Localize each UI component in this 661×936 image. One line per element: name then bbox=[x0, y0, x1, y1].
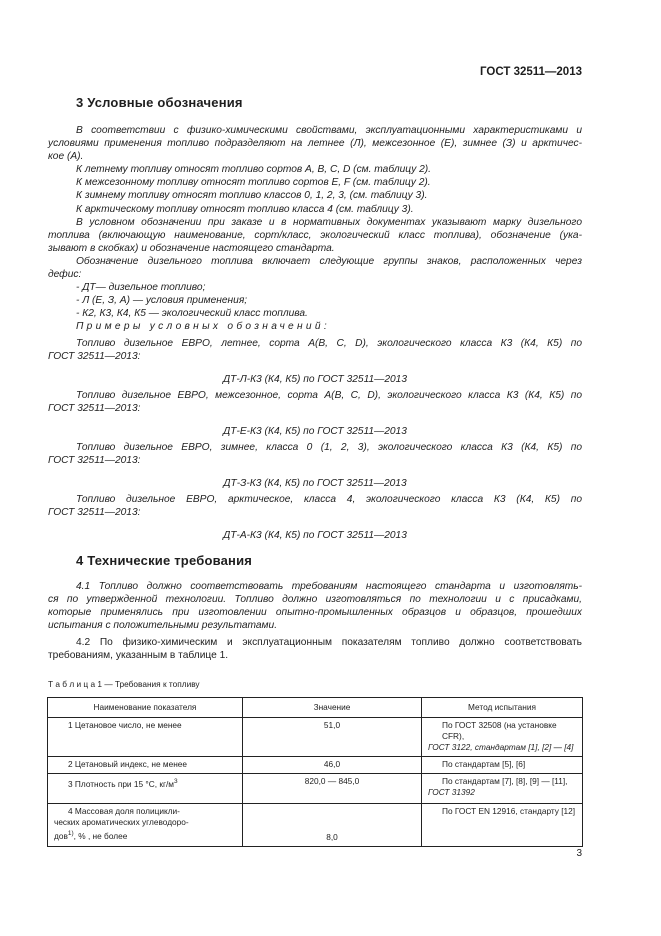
page-number: 3 bbox=[576, 848, 582, 859]
example-4 bbox=[48, 493, 582, 542]
groups-intro-1: Обозначение дизельного топлива включает следующие группы знаков, расположенных через bbox=[76, 255, 582, 267]
row-3-value: 820,0 — 845,0 bbox=[243, 773, 422, 803]
column-header-method: Метод испытания bbox=[422, 698, 583, 718]
row-3-name-text: 3 Плотность при 15 °С, кг/м bbox=[68, 778, 174, 789]
example-2-code: ДТ-Е-К3 (К4, К5) по ГОСТ 32511—2013 bbox=[223, 426, 407, 438]
example-2-text: Топливо дизельное ЕВРО, межсезонное, сорта А(В, С, D), экологического класса К3 (К4, К5) по bbox=[76, 390, 582, 401]
example-1 bbox=[48, 337, 582, 386]
row-1-method-line-2-text: ГОСТ 3122, стандартам [1], [2] — [4] bbox=[428, 742, 574, 753]
clause-4-1-line-4: испытания с положительными результатами. bbox=[48, 620, 278, 632]
class-winter: К зимнему топливу относят топливо классов 0, 1, 2, 3, (см. таблицу 3). bbox=[76, 190, 428, 202]
order-line-1: В условном обозначении при заказе и в нормативных документах указывают марку дизельного bbox=[76, 216, 582, 228]
row-2-value: 46,0 bbox=[243, 756, 422, 773]
intro-line-2: условиями применения топливо подразделяют на летнее (Л), межсезонное (Е), зимнее (З) и арктичес- bbox=[48, 138, 582, 150]
clause-4-1-line-1: 4.1 Топливо должно соответствовать требованиям настоящего стандарта и изготовлять- bbox=[76, 581, 582, 592]
row-1-method-line-1: По ГОСТ 32508 (на установке CFR), bbox=[442, 720, 557, 742]
row-4-name-sup: 1) bbox=[67, 830, 74, 838]
example-4-text: Топливо дизельное ЕВРО, арктическое, класса 4, экологического класса К3 (К4, К5) по bbox=[76, 494, 582, 505]
row-1-name: 1 Цетановое число, не менее bbox=[48, 718, 243, 757]
row-3-name bbox=[48, 773, 243, 803]
section-3-body bbox=[48, 124, 582, 334]
example-1-ref: ГОСТ 32511—2013: bbox=[48, 351, 141, 363]
example-3-code: ДТ-З-К3 (К4, К5) по ГОСТ 32511—2013 bbox=[223, 478, 407, 490]
order-line-2: топлива (включающую наименование, сорт/класс, экологический класс топлива), обозначение (ука- bbox=[48, 229, 582, 241]
example-4-ref: ГОСТ 32511—2013: bbox=[48, 507, 141, 519]
examples-heading: Примеры условных обозначений: bbox=[76, 321, 330, 333]
table-caption: Т а б л и ц а 1 — Требования к топливу bbox=[48, 679, 200, 689]
clause-4-2 bbox=[48, 636, 582, 662]
table-header-row bbox=[48, 698, 583, 718]
clause-4-2-line-2: требованиям, указанным в таблице 1. bbox=[48, 650, 229, 662]
example-3-text: Топливо дизельное ЕВРО, зимнее, класса 0 (1, 2, 3), экологического класса К3 (К4, К5) по bbox=[76, 442, 582, 453]
table-row bbox=[48, 803, 583, 846]
group-item-1: - ДТ— дизельное топливо; bbox=[76, 282, 206, 294]
class-offseason: К межсезонному топливу относят топливо сортов E, F (см. таблицу 2). bbox=[76, 177, 431, 189]
clause-4-1-line-3: которые применялись при изготовлении опытно-промышленных образцов и образцов, прошедших bbox=[48, 607, 582, 619]
row-2-method: По стандартам [5], [6] bbox=[422, 756, 583, 773]
class-arctic: К арктическому топливу относят топливо класса 4 (см. таблицу 3). bbox=[76, 203, 414, 215]
column-header-value: Значение bbox=[243, 698, 422, 718]
row-4-value: 8,0 bbox=[243, 803, 422, 846]
example-1-code: ДТ-Л-К3 (К4, К5) по ГОСТ 32511—2013 bbox=[222, 374, 407, 386]
table-row bbox=[48, 773, 583, 803]
clause-4-1-line-2: ся по утвержденной технологии. Топливо должно изготовляться по технологии и с присадками, bbox=[48, 594, 582, 606]
row-3-method-line-2: ГОСТ 31392 bbox=[428, 786, 475, 797]
group-item-3: - К2, К3, К4, К5 — экологический класс топлива. bbox=[76, 308, 308, 320]
intro-line-3: кое (А). bbox=[48, 151, 84, 163]
row-4-name-line-1: 4 Массовая доля полицикли- bbox=[68, 805, 180, 816]
table-row bbox=[48, 718, 583, 757]
clause-4-1 bbox=[48, 580, 582, 632]
row-4-name-line-2: ческих ароматических углеводоро- bbox=[54, 816, 189, 827]
row-1-method bbox=[422, 718, 583, 757]
example-1-text: Топливо дизельное ЕВРО, летнее, сорта А(В, С, D), экологического класса К3 (К4, К5) по bbox=[76, 338, 582, 349]
class-summer: К летнему топливу относят топливо сортов A, B, C, D (см. таблицу 2). bbox=[76, 164, 432, 176]
example-2 bbox=[48, 389, 582, 438]
example-4-code: ДТ-А-К3 (К4, К5) по ГОСТ 32511—2013 bbox=[223, 530, 407, 542]
row-4-name bbox=[48, 803, 243, 846]
row-1-method-line-2 bbox=[428, 742, 576, 753]
table-row bbox=[48, 756, 583, 773]
group-item-2: - Л (Е, З, А) — условия применения; bbox=[76, 295, 248, 307]
row-4-name-line-3-text: дов bbox=[54, 830, 68, 841]
groups-intro-2: дефис: bbox=[48, 269, 82, 281]
row-2-name: 2 Цетановый индекс, не менее bbox=[48, 756, 243, 773]
row-3-method-line-1: По стандартам [7], [8], [9] — [11], bbox=[442, 775, 568, 786]
row-3-method bbox=[422, 773, 583, 803]
requirements-table bbox=[47, 697, 583, 847]
row-1-value: 51,0 bbox=[243, 718, 422, 757]
example-3 bbox=[48, 441, 582, 490]
example-3-ref: ГОСТ 32511—2013: bbox=[48, 455, 141, 467]
row-4-name-line-3-tail: , % , не более bbox=[73, 830, 128, 841]
row-4-name-line-3 bbox=[54, 828, 236, 842]
order-line-3: зывают в скобках) и обозначение настоящего стандарта. bbox=[48, 242, 335, 254]
intro-line-1: В соответствии с физико-химическими свойствами, эксплуатационными характеристиками и bbox=[76, 125, 582, 136]
row-3-name-sup: 3 bbox=[174, 777, 178, 785]
column-header-name: Наименование показателя bbox=[48, 698, 243, 718]
section-4-title: 4 Технические требования bbox=[76, 553, 253, 568]
standard-number: ГОСТ 32511—2013 bbox=[480, 66, 582, 78]
row-4-method: По ГОСТ EN 12916, стандарту [12] bbox=[422, 803, 583, 846]
clause-4-2-line-1: 4.2 По физико-химическим и эксплуатационным показателям топливо должно соответствовать bbox=[76, 637, 582, 648]
section-3-title: 3 Условные обозначения bbox=[76, 95, 243, 110]
example-2-ref: ГОСТ 32511—2013: bbox=[48, 403, 141, 415]
